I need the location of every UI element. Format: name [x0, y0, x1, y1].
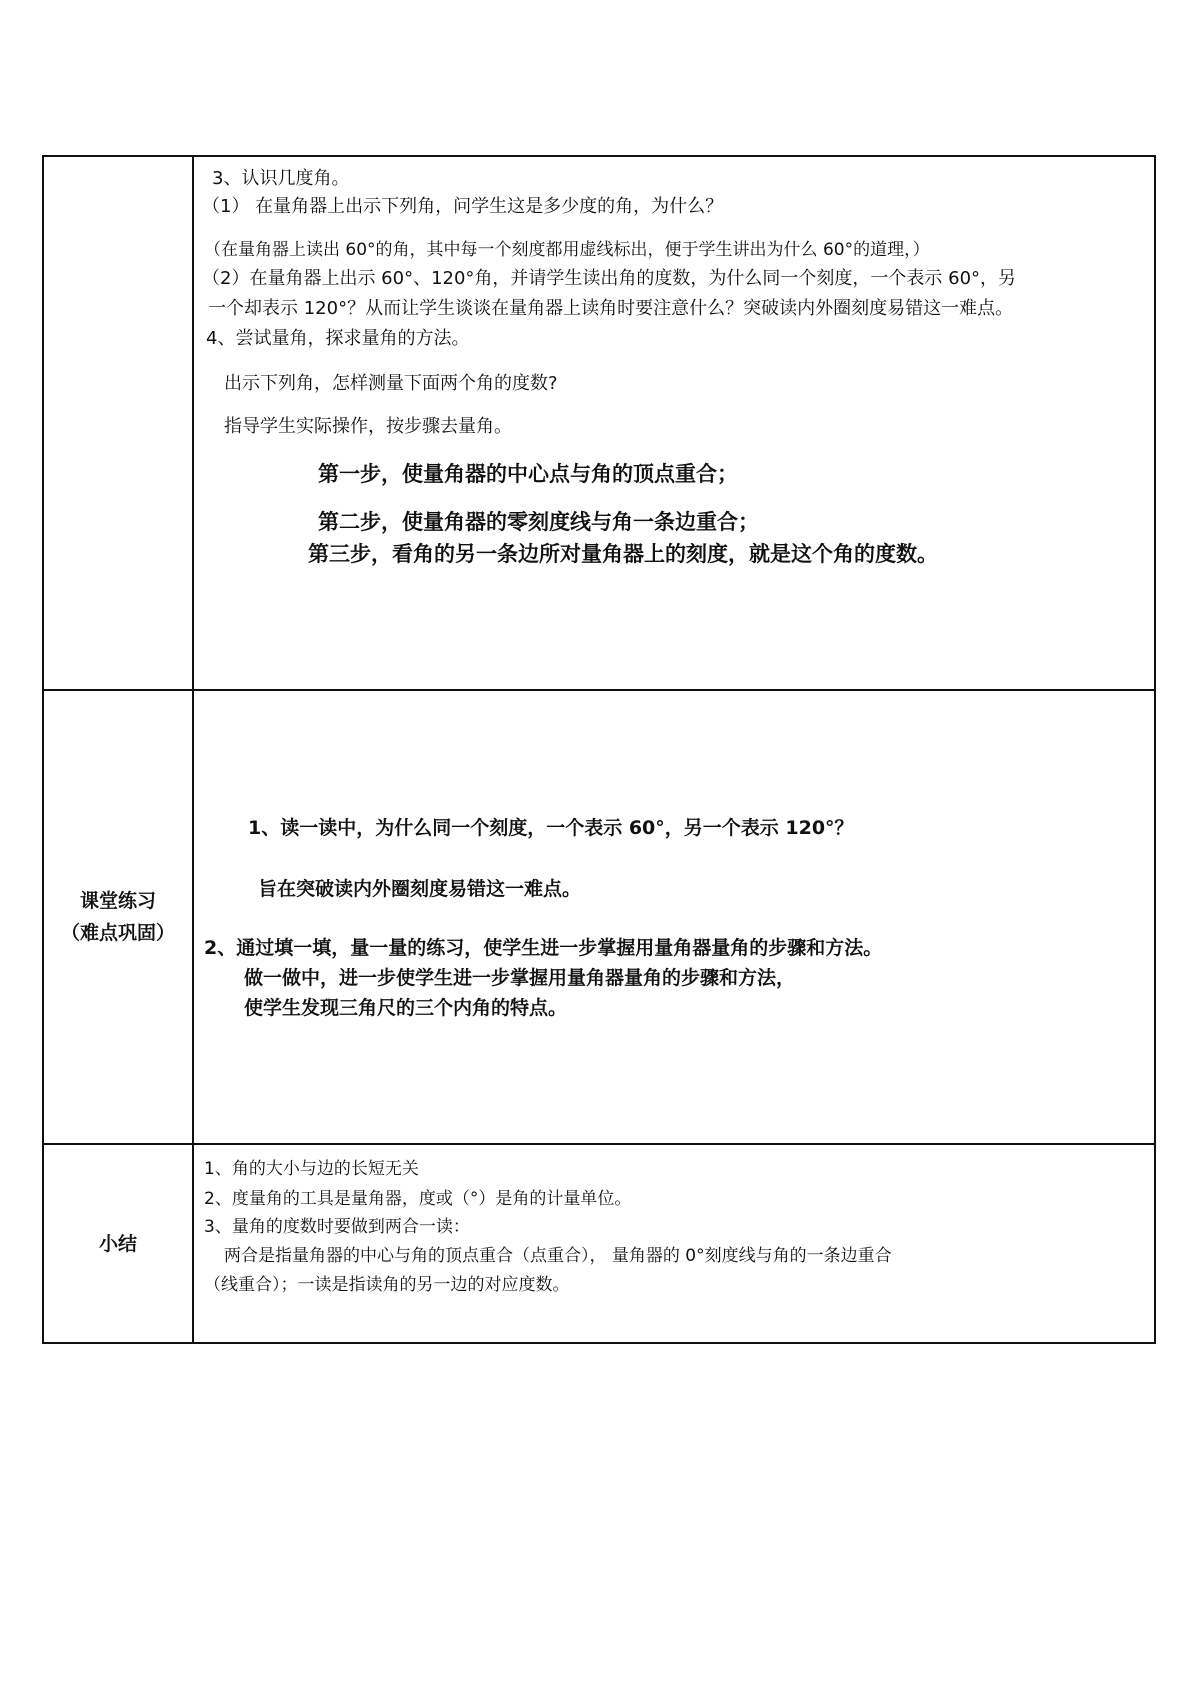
text-line: （1） 在量角器上出示下列角，问学生这是多少度的角，为什么？	[202, 196, 724, 217]
text-line: 2、通过填一填，量一量的练习，使学生进一步掌握用量角器量角的步骤和方法。	[204, 937, 883, 959]
text-line: 1、读一读中，为什么同一个刻度，一个表示 60°，另一个表示 120°？	[248, 817, 854, 839]
text-line: 一个却表示 120°？从而让学生谈谈在量角器上读角时要注意什么？突破读内外圈刻度易错这一难点。	[208, 298, 1014, 319]
text-line: 3、认识几度角。	[212, 168, 350, 189]
lesson-plan-table	[42, 155, 1156, 1344]
text-line: 出示下列角，怎样测量下面两个角的度数?	[224, 373, 558, 394]
text-line: 做一做中，进一步使学生进一步掌握用量角器量角的步骤和方法，	[244, 967, 796, 989]
step-two: 第二步，使量角器的零刻度线与角一条边重合；	[318, 510, 759, 534]
text-line: 两合是指量角器的中心与角的顶点重合（点重合）， 量角器的 0°刻度线与角的一条边重合	[224, 1246, 892, 1266]
text-line: 3、量角的度数时要做到两合一读：	[204, 1217, 470, 1237]
text-line: 指导学生实际操作，按步骤去量角。	[224, 416, 512, 437]
text-line: 1、角的大小与边的长短无关	[204, 1159, 419, 1179]
summary-content	[193, 1144, 1155, 1343]
row-label-empty	[43, 156, 193, 690]
text-line: 使学生发现三角尺的三个内角的特点。	[244, 997, 568, 1019]
teaching-process-content	[193, 156, 1155, 690]
practice-content	[193, 690, 1155, 1144]
label-practice-line1: 课堂练习	[79, 890, 156, 912]
text-line: （在量角器上读出 60°的角，其中每一个刻度都用虚线标出，便于学生讲出为什么 60°的道理，）	[204, 240, 930, 260]
text-line: 2、度量角的工具是量角器，度或（°）是角的计量单位。	[204, 1189, 632, 1209]
step-three: 第三步，看角的另一条边所对量角器上的刻度，就是这个角的度数。	[308, 542, 938, 566]
label-practice-line2: （难点巩固）	[60, 922, 175, 944]
row-label-summary: 小结	[43, 1144, 193, 1343]
row-label-practice	[43, 690, 193, 1144]
row-classroom-practice	[43, 690, 1155, 1144]
text-line: （2）在量角器上出示 60°、120°角，并请学生读出角的度数，为什么同一个刻度，一个表示 60°，另	[202, 268, 1017, 289]
text-line: （线重合）；一读是指读角的另一边的对应度数。	[204, 1275, 570, 1295]
row-teaching-process	[43, 156, 1155, 690]
text-line: 4、尝试量角，探求量角的方法。	[206, 328, 470, 349]
row-summary	[43, 1144, 1155, 1343]
step-one: 第一步，使量角器的中心点与角的顶点重合；	[318, 462, 738, 486]
text-line: 旨在突破读内外圈刻度易错这一难点。	[258, 878, 582, 900]
